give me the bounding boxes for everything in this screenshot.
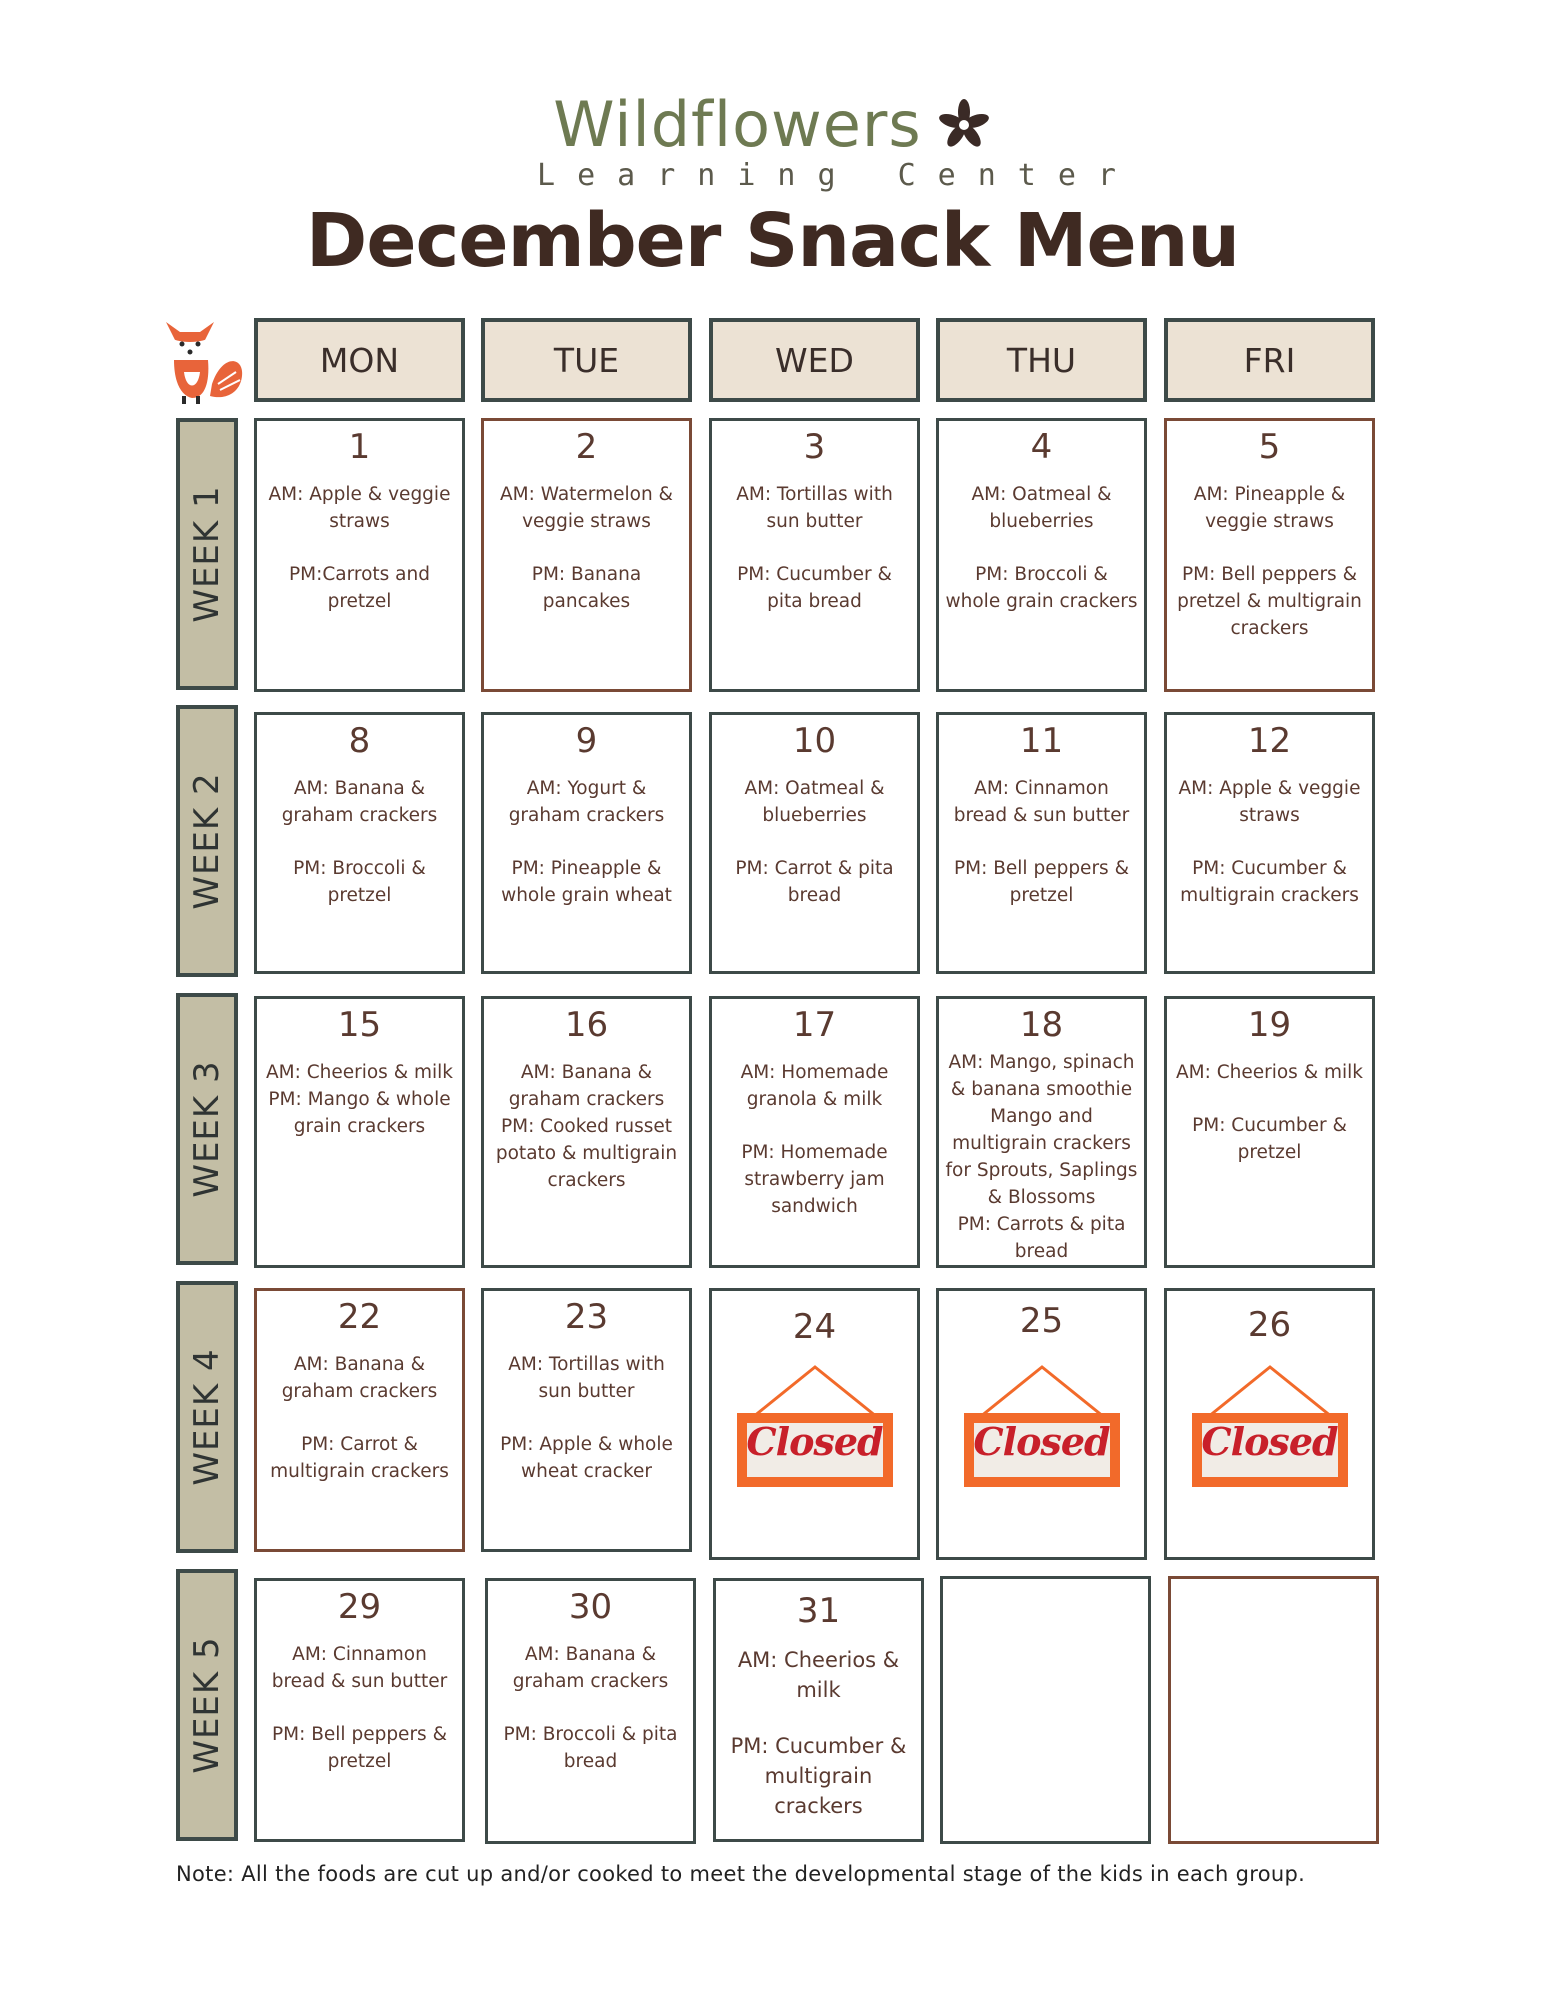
am-snack: AM: Oatmeal & blueberries [744,778,885,826]
am-snack: AM: Cheerios & milk [1175,1062,1364,1083]
day-cell [1164,418,1375,692]
pm-snack: PM: Broccoli & whole grain crackers [945,564,1138,612]
day-cell [1164,712,1375,974]
day-number: 18 [1019,1005,1064,1045]
am-snack: AM: Homemade granola & milk [740,1062,889,1110]
brand-name: Wildflowers [553,88,922,161]
day-cell [1164,1288,1375,1560]
closed-sign [1188,1361,1352,1491]
am-snack: AM: Cheerios & milk [265,1062,454,1083]
day-number: 17 [792,1005,837,1045]
closed-label: Closed [746,1419,883,1464]
day-cell [254,712,465,974]
day-number: 11 [1019,721,1064,761]
week-label-2 [176,705,238,977]
footnote: Note: All the foods are cut up and/or cooked to meet the developmental stage of the kids in each group. [176,1862,1306,1886]
am-snack: AM: Mango, spinach & banana smoothie Mango and multigrain crackers for Sprouts, Saplings & Blossoms [945,1052,1138,1208]
brand-line [553,88,991,161]
week-label-text: WEEK 1 [187,485,227,623]
day-cell [713,1578,924,1842]
pm-snack: PM: Mango & whole grain crackers [268,1089,451,1137]
am-snack: AM: Cinnamon bread & sun butter [953,778,1130,826]
day-header-mon: MON [254,318,465,402]
day-cell [936,712,1147,974]
pm-snack: PM: Banana pancakes [531,564,642,612]
day-number: 22 [337,1297,382,1337]
day-cell [1164,996,1375,1268]
pm-snack: PM: Bell peppers & pretzel [953,858,1129,906]
pm-snack: PM: Cucumber & multigrain crackers [730,1734,907,1818]
day-cell [936,418,1147,692]
pm-snack: PM: Pineapple & whole grain wheat [501,858,672,906]
day-number: 26 [1247,1305,1292,1345]
day-header-fri: FRI [1164,318,1375,402]
pm-snack: PM: Cucumber & pretzel [1192,1115,1347,1163]
day-number: 31 [796,1591,841,1631]
day-cell [481,712,692,974]
week-label-text: WEEK 3 [187,1060,227,1198]
am-snack: AM: Banana & graham crackers [281,1354,438,1402]
week-label-text: WEEK 5 [187,1636,227,1774]
day-number: 1 [348,427,371,467]
week-label-4 [176,1281,238,1553]
page-title: December Snack Menu [305,198,1240,284]
day-number: 2 [575,427,598,467]
day-cell-empty [1168,1576,1379,1844]
week-label-1 [176,418,238,690]
day-number: 10 [792,721,837,761]
am-snack: AM: Cinnamon bread & sun butter [271,1644,448,1692]
pm-snack: PM:Carrots and pretzel [289,564,430,612]
day-cell-empty [940,1576,1151,1844]
week-label-3 [176,993,238,1265]
day-cell [481,1288,692,1552]
day-number: 12 [1247,721,1292,761]
day-number: 9 [575,721,598,761]
day-number: 16 [564,1005,609,1045]
am-snack: AM: Banana & graham crackers [508,1062,665,1110]
day-cell [709,1288,920,1560]
am-snack: AM: Apple & veggie straws [1178,778,1361,826]
day-number: 19 [1247,1005,1292,1045]
closed-sign [733,1361,897,1491]
day-number: 15 [337,1005,382,1045]
pm-snack: PM: Broccoli & pita bread [503,1724,678,1772]
pm-snack: PM: Cucumber & pita bread [737,564,892,612]
day-number: 29 [337,1587,382,1627]
am-snack: AM: Pineapple & veggie straws [1193,484,1346,532]
brand-header [0,88,1545,161]
flower-icon [936,97,992,153]
brand-subtitle: Learning Center [537,158,1138,193]
day-number: 4 [1030,427,1053,467]
day-cell [254,418,465,692]
pm-snack: PM: Bell peppers & pretzel & multigrain crackers [1177,564,1362,639]
day-number: 8 [348,721,371,761]
day-cell [709,996,920,1268]
day-cell [481,996,692,1268]
pm-snack: PM: Carrot & pita bread [735,858,894,906]
day-cell [254,1288,465,1552]
am-snack: AM: Watermelon & veggie straws [500,484,673,532]
pm-snack: PM: Carrot & multigrain crackers [270,1434,449,1482]
day-number: 30 [568,1587,613,1627]
am-snack: AM: Banana & graham crackers [281,778,438,826]
am-snack: AM: Tortillas with sun butter [508,1354,665,1402]
am-snack: AM: Banana & graham crackers [512,1644,669,1692]
am-snack: AM: Apple & veggie straws [268,484,451,532]
pm-snack: PM: Broccoli & pretzel [293,858,426,906]
day-cell [254,1578,465,1842]
day-number: 24 [792,1307,837,1347]
day-cell [485,1578,696,1844]
fox-icon [152,314,248,404]
day-header-thu: THU [936,318,1147,402]
am-snack: AM: Yogurt & graham crackers [508,778,665,826]
day-cell [936,996,1147,1268]
pm-snack: PM: Apple & whole wheat cracker [500,1434,673,1482]
day-cell [709,712,920,974]
pm-snack: PM: Homemade strawberry jam sandwich [741,1142,888,1217]
week-label-5 [176,1569,238,1841]
am-snack: AM: Tortillas with sun butter [736,484,893,532]
closed-label: Closed [973,1419,1110,1464]
day-header-wed: WED [709,318,920,402]
closed-label: Closed [1201,1419,1338,1464]
week-label-text: WEEK 4 [187,1348,227,1486]
day-cell [709,418,920,692]
pm-snack: PM: Carrots & pita bread [957,1214,1126,1262]
day-number: 5 [1258,427,1281,467]
pm-snack: PM: Cucumber & multigrain crackers [1180,858,1359,906]
week-label-text: WEEK 2 [187,772,227,910]
closed-sign [960,1361,1124,1491]
pm-snack: PM: Bell peppers & pretzel [271,1724,447,1772]
day-header-tue: TUE [481,318,692,402]
day-number: 25 [1019,1301,1064,1341]
am-snack: AM: Cheerios & milk [737,1648,900,1702]
day-cell [936,1288,1147,1560]
pm-snack: PM: Cooked russet potato & multigrain crackers [495,1116,678,1191]
am-snack: AM: Oatmeal & blueberries [971,484,1112,532]
day-number: 3 [803,427,826,467]
day-cell [481,418,692,692]
day-cell [254,996,465,1268]
day-number: 23 [564,1297,609,1337]
